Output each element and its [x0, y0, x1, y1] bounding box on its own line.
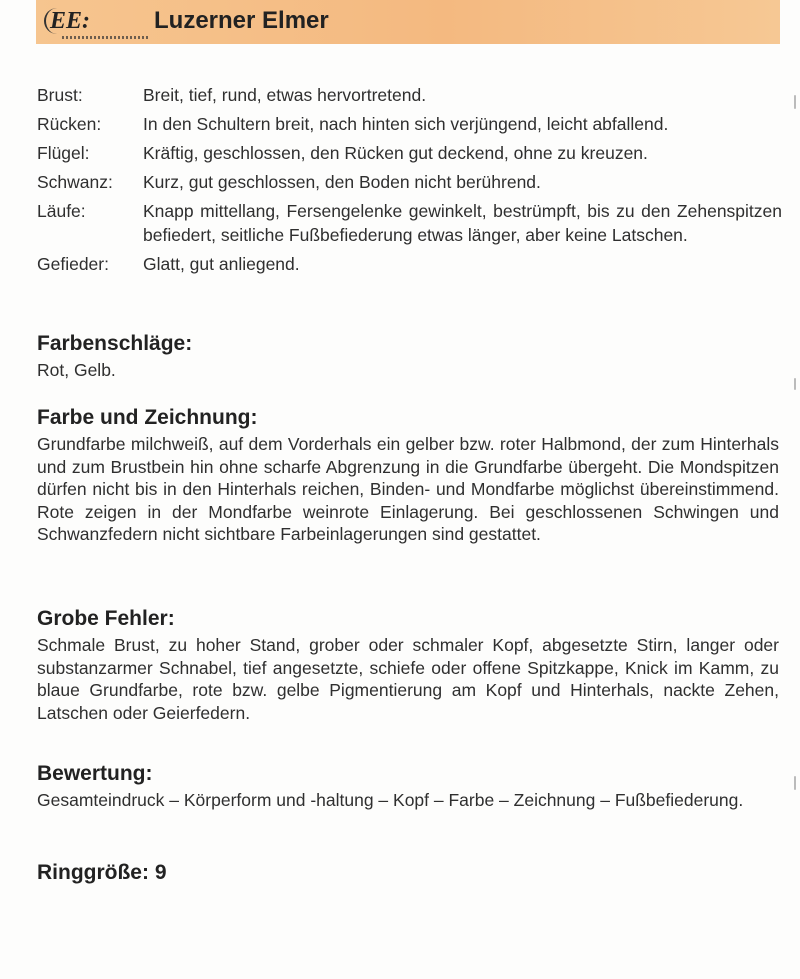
property-value: Knapp mittellang, Fersengelenke gewinkelt, bestrümpft, bis zu den Zehenspitzen befiedert, seitliche Fußbefiederung etwas länger, aber keine Latschen. [143, 201, 782, 245]
page-edge-mark [794, 95, 796, 109]
section-text: Gesamteindruck – Körperform und -haltung – Kopf – Farbe – Zeichnung – Fußbefiederung. [37, 790, 744, 810]
property-label: Rücken: [37, 114, 102, 134]
page-title: Luzerner Elmer [154, 7, 329, 34]
property-label: Läufe: [37, 201, 86, 221]
property-row [37, 252, 782, 276]
section-farbenschlaege [37, 331, 779, 382]
title-banner [36, 0, 780, 44]
property-label: Gefieder: [37, 254, 109, 274]
section-heading: Grobe Fehler: [37, 607, 175, 630]
section-bewertung [37, 761, 779, 812]
logo-underline [62, 36, 148, 39]
section-heading: Bewertung: [37, 762, 153, 785]
section-text: Schmale Brust, zu hoher Stand, grober oder schmaler Kopf, abgesetzte Stirn, langer oder substanzarmer Schnabel, tief angesetzte, schiefe oder offene Spitzkappe, Knick im Kamm, zu blaue Grundfarbe, rote bzw. gelbe Pigmentierung am Kopf und Hinterhals, nackte Zehen, Latschen oder Geierfedern. [37, 635, 779, 723]
properties-list [37, 83, 782, 281]
property-row [37, 112, 782, 136]
ring-size-heading: Ringgröße: 9 [37, 861, 167, 884]
section-heading: Farbenschläge: [37, 332, 193, 355]
section-grobe-fehler [37, 606, 779, 724]
property-row [37, 83, 782, 107]
property-label: Brust: [37, 85, 83, 105]
property-label: Schwanz: [37, 172, 113, 192]
property-value: Kräftig, geschlossen, den Rücken gut deckend, ohne zu kreuzen. [143, 143, 648, 163]
section-text: Rot, Gelb. [37, 360, 116, 380]
section-text: Grundfarbe milchweiß, auf dem Vorderhals ein gelber bzw. roter Halbmond, der zum Hinterhals und zum Brustbein hin ohne scharfe Abgrenzung in die Grundfarbe übergeht. Die Mondspitzen dürfen nicht bis in den Hinterhals reichen, Binden- und Mondfarbe möglichst übereinstimmend. Rote zeigen in der Mondfarbe weinrote Einlagerung. Bei geschlossenen Schwingen und Schwanzfedern nicht sichtbare Farbeinlagerungen sind gestattet. [37, 434, 779, 545]
property-label: Flügel: [37, 143, 90, 163]
property-row [37, 199, 782, 247]
property-value: Breit, tief, rund, etwas hervortretend. [143, 85, 427, 105]
logo-text: EE: [50, 8, 91, 34]
property-value: Glatt, gut anliegend. [143, 254, 300, 274]
section-ringgroesse [37, 861, 779, 885]
property-value: Kurz, gut geschlossen, den Boden nicht berührend. [143, 172, 541, 192]
section-farbe-zeichnung [37, 405, 779, 546]
ee-logo [44, 6, 140, 40]
property-row [37, 141, 782, 165]
section-heading: Farbe und Zeichnung: [37, 406, 258, 429]
property-value: In den Schultern breit, nach hinten sich verjüngend, leicht abfallend. [143, 114, 669, 134]
page-edge-mark [794, 776, 796, 790]
property-row [37, 170, 782, 194]
page-edge-mark [794, 378, 796, 390]
